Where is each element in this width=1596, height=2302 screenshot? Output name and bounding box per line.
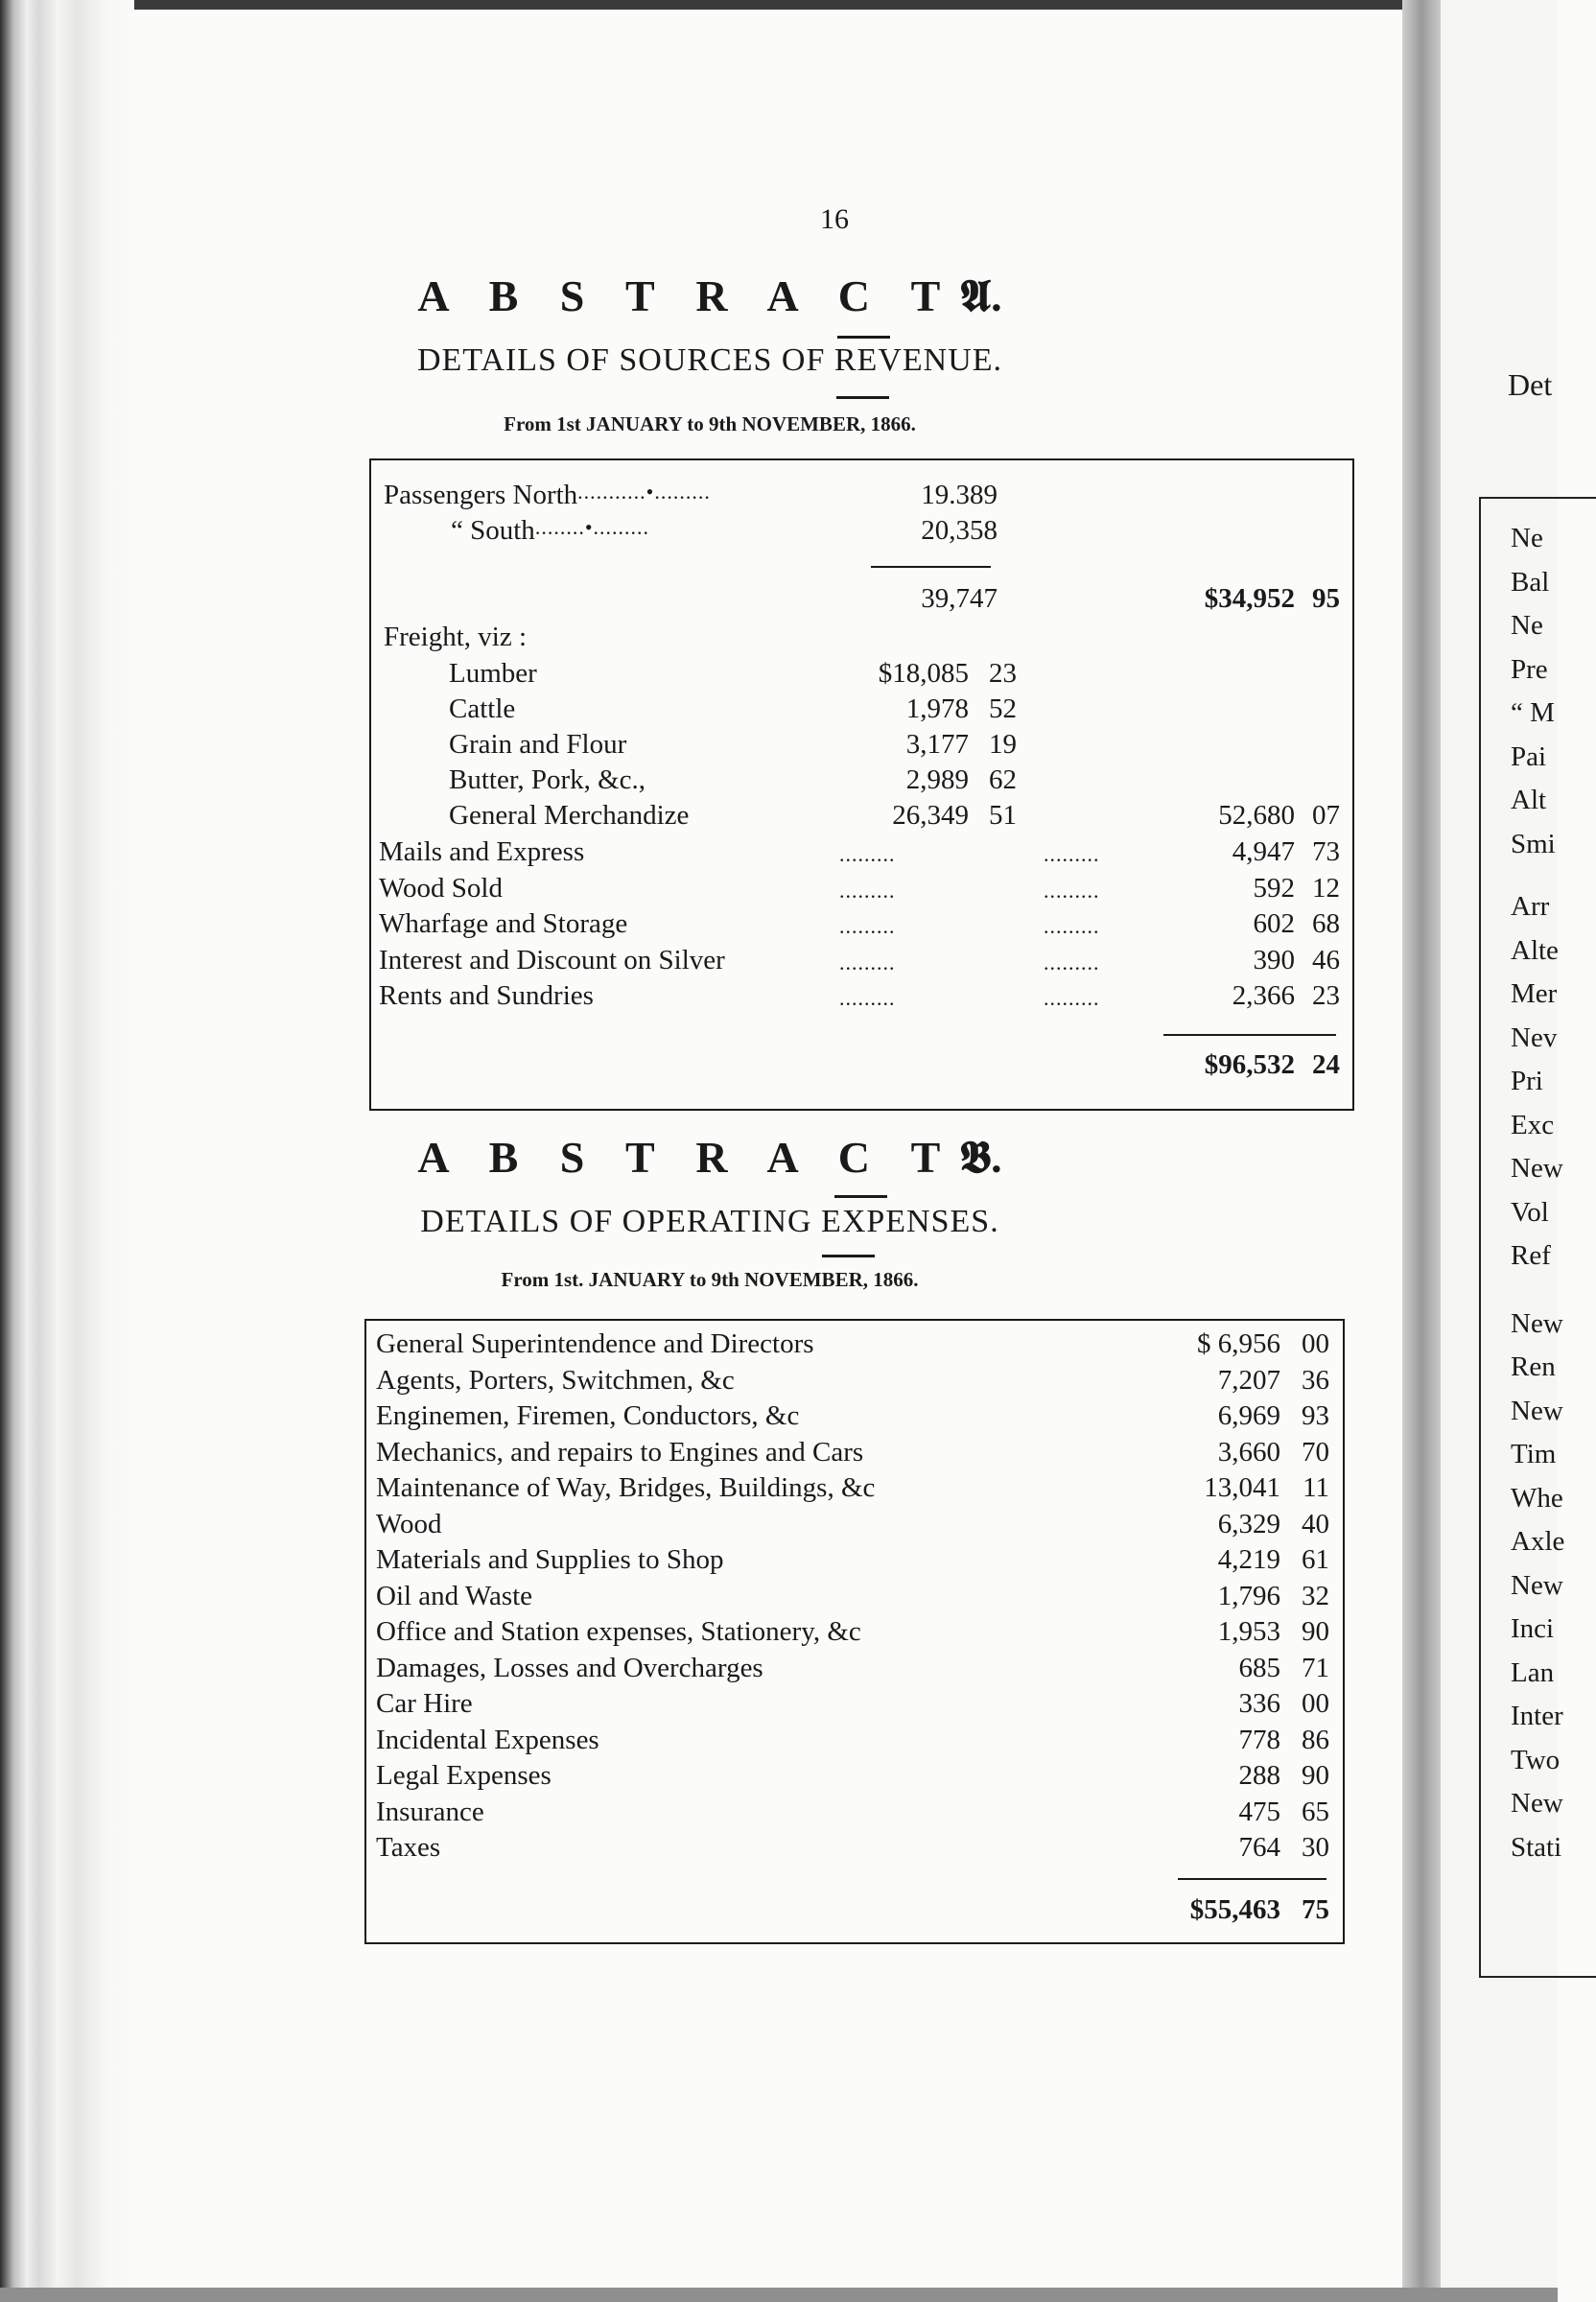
expense-item-dollars: 6,329 <box>1217 1508 1280 1539</box>
expense-item-label: Car Hire <box>376 1688 473 1719</box>
expense-item-cents: 86 <box>1302 1724 1329 1755</box>
expense-item-dollars: 764 <box>1238 1832 1280 1863</box>
facing-page-fragment: New <box>1511 1395 1563 1426</box>
page-top-edge <box>0 0 1558 10</box>
expense-item-cents: 65 <box>1302 1796 1329 1827</box>
expense-item-cents: 71 <box>1302 1652 1329 1683</box>
revenue-item-dollars: 2,366 <box>1232 980 1295 1011</box>
facing-page-fragment: Vol <box>1511 1196 1549 1228</box>
expense-item-cents: 40 <box>1302 1508 1329 1539</box>
facing-page-fragment: Whe <box>1511 1482 1563 1514</box>
expense-item-label: Maintenance of Way, Bridges, Buildings, &c <box>376 1472 876 1503</box>
expense-total-dollars: $55,463 <box>1189 1894 1280 1925</box>
passengers-south-label: “ South ........•......... <box>451 515 650 546</box>
freight-item-dollars: 26,349 <box>892 800 969 831</box>
abstract-a-subheading: DETAILS OF SOURCES OF REVENUE. <box>416 342 1003 378</box>
expense-item-label: Wood <box>376 1508 442 1539</box>
leader-dots: ......... <box>839 914 896 938</box>
facing-page-fragment: Tim <box>1511 1439 1557 1469</box>
expense-item-dollars: 288 <box>1238 1760 1280 1791</box>
expense-item-label: Agents, Porters, Switchmen, &c <box>376 1364 735 1396</box>
leader-dots: ......... <box>839 950 896 975</box>
expense-item-dollars: 475 <box>1238 1796 1280 1827</box>
passengers-north-label: Passengers North ...........•......... <box>384 480 711 510</box>
facing-page-title: Det <box>1508 367 1553 402</box>
freight-item-cents: 51 <box>989 800 1017 831</box>
passengers-total-cents: 95 <box>1312 583 1340 614</box>
facing-page-fragment: Pre <box>1511 653 1548 685</box>
passengers-north-value: 19.389 <box>921 480 998 510</box>
facing-page-fragment: Inci <box>1511 1613 1555 1644</box>
facing-page-fragment: Arr <box>1511 891 1550 922</box>
abstract-a-subheading-rule <box>836 396 889 399</box>
expense-item-cents: 11 <box>1303 1472 1329 1503</box>
freight-item-dollars: $18,085 <box>878 658 969 689</box>
revenue-item-label: Wharfage and Storage <box>379 908 628 939</box>
expense-item-dollars: 1,796 <box>1217 1580 1280 1611</box>
facing-page <box>1441 0 1565 2302</box>
passengers-sum-rule <box>871 566 991 568</box>
leader-dots: ......... <box>1044 950 1100 975</box>
revenue-item-cents: 68 <box>1312 908 1340 939</box>
abstract-a-heading-rule <box>837 336 890 339</box>
freight-item-label: Cattle <box>449 693 516 724</box>
expense-item-label: Incidental Expenses <box>376 1724 599 1755</box>
revenue-item-label: Wood Sold <box>379 872 503 904</box>
facing-page-fragment: Exc <box>1511 1109 1555 1140</box>
facing-page-fragment: Alte <box>1511 934 1559 966</box>
revenue-sum-rule <box>1163 1034 1336 1036</box>
expense-item-cents: 36 <box>1302 1364 1329 1396</box>
freight-total-cents: 07 <box>1312 800 1340 831</box>
expense-item-label: Legal Expenses <box>376 1760 552 1791</box>
freight-item-cents: 19 <box>989 729 1017 760</box>
facing-page-fragment: Inter <box>1511 1701 1563 1731</box>
facing-page-fragment: New <box>1511 1153 1563 1184</box>
expense-item-label: Enginemen, Firemen, Conductors, &c <box>376 1400 800 1431</box>
abstract-b-subheading-rule <box>822 1255 875 1257</box>
revenue-item-label: Interest and Discount on Silver <box>379 944 725 975</box>
expense-sum-rule <box>1178 1878 1326 1880</box>
freight-item-cents: 62 <box>989 764 1017 795</box>
leader-dots: ......... <box>1044 986 1100 1010</box>
freight-item-label: Lumber <box>449 658 537 689</box>
revenue-item-cents: 46 <box>1312 944 1340 975</box>
abstract-a-heading <box>0 270 1420 323</box>
abstract-b-heading-rule <box>834 1195 887 1198</box>
facing-page-fragment: Axle <box>1511 1526 1565 1557</box>
abstract-a-letter: 𝕬. <box>959 271 1002 320</box>
revenue-item-label: Rents and Sundries <box>379 980 594 1011</box>
expense-item-cents: 30 <box>1302 1832 1329 1863</box>
page-bottom-edge <box>0 2288 1558 2302</box>
revenue-item-cents: 23 <box>1312 980 1340 1011</box>
freight-item-dollars: 2,989 <box>905 764 969 795</box>
facing-page-fragment: Bal <box>1511 566 1550 598</box>
expense-item-cents: 00 <box>1302 1688 1329 1719</box>
facing-page-fragment: Smi <box>1511 828 1556 859</box>
facing-page-fragment: Lan <box>1511 1656 1555 1688</box>
leader-dots: ......... <box>1044 878 1100 903</box>
freight-item-dollars: 3,177 <box>905 729 969 760</box>
abstract-b-letter: 𝕭. <box>959 1133 1002 1182</box>
leader-dots: ......... <box>839 986 896 1010</box>
facing-page-fragment: Alt <box>1511 785 1547 815</box>
facing-page-fragment: Stati <box>1511 1831 1562 1863</box>
expense-item-dollars: 7,207 <box>1217 1364 1280 1396</box>
facing-page-fragment: Ne <box>1511 523 1543 553</box>
freight-total-dollars: 52,680 <box>1218 800 1295 831</box>
facing-page-fragment: Ne <box>1511 610 1543 641</box>
abstract-b-heading-text: A B S T R A C T <box>417 1133 956 1182</box>
facing-page-fragment: “ M <box>1511 697 1555 728</box>
expense-item-dollars: 685 <box>1238 1652 1280 1683</box>
expense-item-label: Oil and Waste <box>376 1580 533 1611</box>
passengers-total-dollars: $34,952 <box>1204 583 1295 614</box>
expense-item-dollars: $ 6,956 <box>1197 1328 1280 1359</box>
passengers-total-count: 39,747 <box>921 583 998 614</box>
page-number: 16 <box>820 203 849 235</box>
freight-item-label: Butter, Pork, &c., <box>449 764 646 795</box>
expense-item-label: Insurance <box>376 1796 484 1827</box>
expense-item-dollars: 4,219 <box>1217 1544 1280 1575</box>
abstract-a-heading-text: A B S T R A C T <box>417 271 956 320</box>
revenue-item-dollars: 602 <box>1253 908 1295 939</box>
revenue-item-dollars: 4,947 <box>1232 836 1295 867</box>
revenue-item-dollars: 592 <box>1253 872 1295 904</box>
expense-item-dollars: 13,041 <box>1204 1472 1280 1503</box>
revenue-grand-total-cents: 24 <box>1312 1049 1340 1080</box>
revenue-item-cents: 12 <box>1312 872 1340 904</box>
revenue-grand-total-dollars: $96,532 <box>1204 1049 1295 1080</box>
expense-item-label: Taxes <box>376 1832 441 1863</box>
expense-item-dollars: 1,953 <box>1217 1616 1280 1647</box>
revenue-item-label: Mails and Express <box>379 836 585 867</box>
expense-total-cents: 75 <box>1302 1894 1329 1925</box>
facing-page-fragment: Mer <box>1511 978 1558 1009</box>
expense-item-dollars: 3,660 <box>1217 1436 1280 1468</box>
facing-page-fragment: Two <box>1511 1744 1561 1775</box>
abstract-b-heading <box>0 1132 1420 1185</box>
facing-page-fragment: Pri <box>1511 1066 1543 1096</box>
expense-item-cents: 32 <box>1302 1580 1329 1611</box>
passengers-south-value: 20,358 <box>921 515 998 546</box>
expense-item-label: General Superintendence and Directors <box>376 1328 814 1359</box>
expense-item-dollars: 6,969 <box>1217 1400 1280 1431</box>
expense-item-cents: 93 <box>1302 1400 1329 1431</box>
expense-item-cents: 00 <box>1302 1328 1329 1359</box>
expense-item-dollars: 778 <box>1238 1724 1280 1755</box>
expense-item-cents: 61 <box>1302 1544 1329 1575</box>
expense-item-cents: 90 <box>1302 1616 1329 1647</box>
expense-item-label: Damages, Losses and Overcharges <box>376 1652 763 1683</box>
facing-page-fragment: Nev <box>1511 1022 1558 1053</box>
freight-item-cents: 52 <box>989 693 1017 724</box>
abstract-b-subheading: DETAILS OF OPERATING EXPENSES. <box>420 1204 999 1239</box>
expense-item-label: Office and Station expenses, Stationery, &c <box>376 1616 861 1647</box>
leader-dots: ......... <box>1044 914 1100 938</box>
facing-page-fragment: Pai <box>1511 740 1547 772</box>
expense-item-label: Mechanics, and repairs to Engines and Cars <box>376 1436 864 1468</box>
freight-label: Freight, viz : <box>384 622 528 652</box>
facing-page-fragment: New <box>1511 1788 1563 1819</box>
revenue-item-dollars: 390 <box>1253 944 1295 975</box>
facing-page-fragment: Ref <box>1511 1240 1551 1271</box>
freight-item-dollars: 1,978 <box>905 693 969 724</box>
expense-item-dollars: 336 <box>1238 1688 1280 1719</box>
leader-dots: ......... <box>839 878 896 903</box>
abstract-a-date-range: From 1st JANUARY to 9th NOVEMBER, 1866. <box>504 412 916 435</box>
expense-item-cents: 90 <box>1302 1760 1329 1791</box>
facing-page-fragment: New <box>1511 1569 1563 1601</box>
facing-page-fragment: Ren <box>1511 1351 1556 1382</box>
expense-item-label: Materials and Supplies to Shop <box>376 1544 724 1575</box>
freight-item-cents: 23 <box>989 658 1017 689</box>
freight-item-label: General Merchandize <box>449 800 690 831</box>
leader-dots: ......... <box>839 842 896 866</box>
revenue-item-cents: 73 <box>1312 836 1340 867</box>
freight-item-label: Grain and Flour <box>449 729 627 760</box>
leader-dots: ......... <box>1044 842 1100 866</box>
abstract-b-date-range: From 1st. JANUARY to 9th NOVEMBER, 1866. <box>501 1268 919 1291</box>
expense-item-cents: 70 <box>1302 1436 1329 1468</box>
facing-page-fragment: New <box>1511 1307 1563 1339</box>
